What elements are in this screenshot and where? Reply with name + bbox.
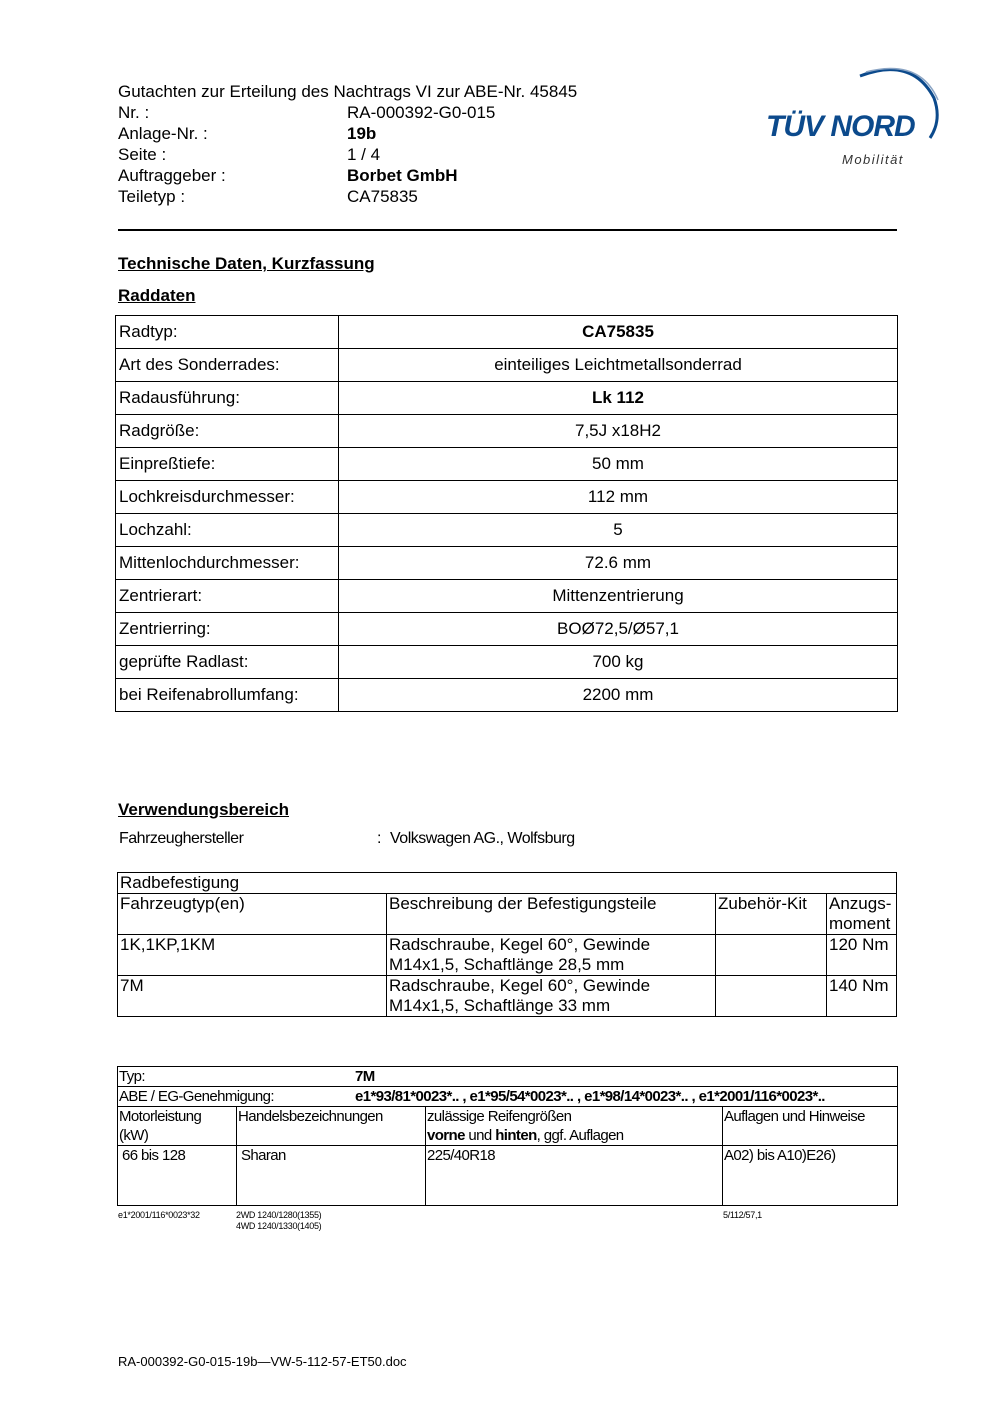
note-mid-1: 2WD 1240/1280(1355) [236,1210,322,1220]
cell-motor: 66 bis 128 [118,1146,237,1206]
column-header-line: moment [829,914,891,933]
hersteller-value: Volkswagen AG., Wolfsburg [390,830,575,847]
cell-kit [716,935,827,976]
table-row [118,873,897,894]
table-header-row [118,894,897,935]
header-vorne: vorne [427,1127,465,1144]
footer-filename: RA-000392-G0-015-19b—VW-5-112-57-ET50.doc [118,1354,407,1369]
section-title-raddaten: Raddaten [118,286,196,305]
table-row [118,1067,898,1087]
radbefestigung-table [117,872,897,1017]
row-value: CA75835 [339,316,898,349]
column-header-anzugsmoment [827,894,897,935]
table-row [116,382,898,415]
column-header-line: Anzugs- [829,894,892,913]
row-label: Radausführung: [116,382,339,415]
typ-table [117,1066,898,1206]
hersteller-colon: : [377,830,381,847]
cell-auflagen: A02) bis A10)E26) [723,1146,898,1206]
cell-moment: 120 Nm [827,935,897,976]
row-value: 7,5J x18H2 [339,415,898,448]
row-value: 50 mm [339,448,898,481]
row-value: 700 kg [339,646,898,679]
header-value: 1 / 4 [347,145,381,164]
cell-fahrzeugtyp: 1K,1KP,1KM [118,935,387,976]
row-value: 72.6 mm [339,547,898,580]
raddaten-table [115,315,898,712]
column-header-motor [118,1107,237,1146]
table-row [116,679,898,712]
header-line: (kW) [119,1127,149,1144]
table-row [116,613,898,646]
table-row [116,547,898,580]
row-value: 112 mm [339,481,898,514]
row-value: 2200 mm [339,679,898,712]
header-line: Motorleistung [119,1108,202,1125]
row-label: bei Reifenabrollumfang: [116,679,339,712]
row-value: Lk 112 [339,382,898,415]
table-row [116,448,898,481]
befestigung-title: Radbefestigung [118,873,897,894]
header-divider [118,229,897,231]
column-header: Fahrzeugtyp(en) [118,894,387,935]
table-row [118,1087,898,1107]
row-label: Lochkreisdurchmesser: [116,481,339,514]
column-header: Zubehör-Kit [716,894,827,935]
desc-line: Radschraube, Kegel 60°, Gewinde [389,935,651,954]
table-row [116,415,898,448]
column-header-auflagen: Auflagen und Hinweise [723,1107,898,1146]
note-right: 5/112/57,1 [723,1210,762,1220]
column-header-reifen [426,1107,723,1146]
row-label: Lochzahl: [116,514,339,547]
desc-line: Radschraube, Kegel 60°, Gewinde [389,976,651,995]
row-label: Radtyp: [116,316,339,349]
row-value: BOØ72,5/Ø57,1 [339,613,898,646]
table-row [118,976,897,1017]
cell-fahrzeugtyp: 7M [118,976,387,1017]
row-value: einteiliges Leichtmetallsonderrad [339,349,898,382]
header-label: Seite : [118,145,167,164]
row-label: Einpreßtiefe: [116,448,339,481]
table-row [116,646,898,679]
row-label: geprüfte Radlast: [116,646,339,679]
fahrzeughersteller-row [119,830,719,852]
table-row [118,1146,898,1206]
table-row [116,316,898,349]
tuv-nord-logo [762,58,942,173]
note-mid-2: 4WD 1240/1330(1405) [236,1221,322,1231]
cell-kit [716,976,827,1017]
typ-label: Typ: [119,1068,145,1085]
row-label: Zentrierart: [116,580,339,613]
header-value: 19b [347,124,377,143]
cell-reifen: 225/40R18 [426,1146,723,1206]
row-label: Art des Sonderrades: [116,349,339,382]
abe-row [118,1087,898,1107]
abe-label: ABE / EG-Genehmigung: [119,1088,274,1105]
header-line [427,1126,721,1145]
row-value: Mittenzentrierung [339,580,898,613]
row-value: 5 [339,514,898,547]
row-label: Radgröße: [116,415,339,448]
table-row [116,580,898,613]
header-value: CA75835 [347,187,418,206]
column-header-handel: Handelsbezeichnungen [237,1107,426,1146]
cell-handel: Sharan [237,1146,426,1206]
abe-value: e1*93/81*0023*.. , e1*95/54*0023*.. , e1*98/14*0023*.. , e1*2001/116*0023*.. [355,1088,825,1105]
desc-line: M14x1,5, Schaftlänge 33 mm [389,996,611,1015]
hersteller-label: Fahrzeughersteller [119,830,244,847]
note-left: e1*2001/116*0023*32 [118,1210,200,1220]
header-label: Auftraggeber : [118,166,226,185]
desc-line: M14x1,5, Schaftlänge 28,5 mm [389,955,625,974]
cell-beschreibung [387,935,716,976]
row-label: Zentrierring: [116,613,339,646]
header-label: Anlage-Nr. : [118,124,208,143]
table-row [116,349,898,382]
table-row [118,935,897,976]
header-und: und [464,1127,496,1144]
cell-beschreibung [387,976,716,1017]
typ-row [118,1067,898,1087]
document-title: Gutachten zur Erteilung des Nachtrags VI zur ABE-Nr. 45845 [118,82,578,101]
logo-wordmark: TÜV NORD [766,110,915,143]
table-row [116,514,898,547]
header-line: zulässige Reifengrößen [427,1108,572,1125]
header-hinten: hinten [495,1127,537,1144]
header-value: Borbet GmbH [347,166,458,185]
header-rest: , ggf. Auflagen [536,1127,624,1144]
column-header: Beschreibung der Befestigungsteile [387,894,716,935]
logo-subtitle: Mobilität [842,152,904,167]
table-row [116,481,898,514]
section-title-technische: Technische Daten, Kurzfassung [118,254,375,273]
header-label: Nr. : [118,103,150,122]
table-header-row [118,1107,898,1146]
cell-moment: 140 Nm [827,976,897,1017]
section-title-verwendung: Verwendungsbereich [118,800,289,819]
document-header [118,81,678,211]
header-label: Teiletyp : [118,187,186,206]
typ-value: 7M [355,1068,375,1085]
header-value: RA-000392-G0-015 [347,103,496,122]
row-label: Mittenlochdurchmesser: [116,547,339,580]
